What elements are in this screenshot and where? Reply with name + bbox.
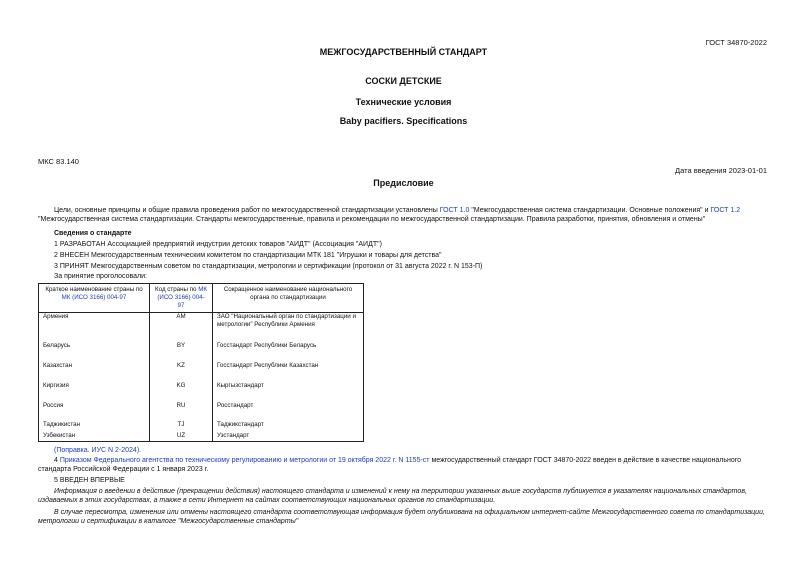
column-header-country-text: Краткое наименование страны по [45, 286, 143, 293]
item4-text: межгосударственный стандарт ГОСТ 34870-2022 введен в действие в качестве национального стандарта Российской Федерации с 1 января 2023 г. [38, 457, 742, 473]
item-introduced: 5 ВВЕДЕН ВПЕРВЫЕ [54, 477, 125, 484]
standard-heading: МЕЖГОСУДАРСТВЕННЫЙ СТАНДАРТ [319, 47, 488, 57]
summary-heading: Сведения о стандарте [54, 230, 132, 237]
standards-body: Таджикстандарт [213, 421, 364, 432]
order-link[interactable]: Приказом Федерального агентства по техническому регулированию и метрологии от 19 октября 2022 г. N 1155-ст [59, 457, 430, 464]
standards-body: ЗАО "Национальный орган по стандартизации и метрологии" Республики Армения [213, 313, 364, 342]
country-name: Казахстан [39, 362, 150, 382]
gost-1-2-link[interactable]: ГОСТ 1.2 [710, 207, 741, 214]
column-header-code [150, 284, 213, 313]
column-header-country [39, 284, 150, 313]
country-code: TJ [150, 421, 213, 432]
table-row [39, 421, 364, 432]
voting-countries-table [38, 283, 364, 442]
english-title: Baby pacifiers. Specifications [339, 116, 468, 126]
standards-body: Узстандарт [213, 432, 364, 442]
mk-iso-code-link[interactable]: МК (ИСО 3166) 004-97 [157, 286, 207, 309]
table-row [39, 432, 364, 442]
table-header-row [39, 284, 364, 313]
voted-label: За принятие проголосовали: [54, 273, 147, 280]
item-submitted: 2 ВНЕСЕН Межгосударственным техническим комитетом по стандартизации МТК 181 "Игрушки и товары для детства" [54, 252, 442, 259]
column-header-body: Сокращенное наименование национального органа по стандартизации [213, 284, 364, 313]
country-name: Таджикистан [39, 421, 150, 432]
standards-body: Госстандарт Республики Казахстан [213, 362, 364, 382]
goals-paragraph [38, 206, 770, 224]
item-adopted: 3 ПРИНЯТ Межгосударственным советом по стандартизации, метрологии и сертификации (протокол от 31 августа 2022 г. N 153-П) [54, 263, 483, 270]
document-subtitle: Технические условия [355, 97, 452, 107]
gost-1-0-link[interactable]: ГОСТ 1.0 [439, 207, 470, 214]
table-row [39, 313, 364, 342]
item4-number: 4 [54, 457, 60, 464]
country-name: Узбекистан [39, 432, 150, 442]
country-name: Беларусь [39, 342, 150, 362]
country-code: RU [150, 402, 213, 421]
info-paragraph-revision: В случае пересмотра, изменения или отмены настоящего стандарта соответствующая информация будет опубликована на официальном интернет-сайте Межгосударственного совета по стандартизации, метрологии и сертификации в каталоге "Межгосударственные стандарты" [38, 509, 765, 525]
table-row [39, 382, 364, 402]
country-name: Армения [39, 313, 150, 342]
country-code: BY [150, 342, 213, 362]
country-code: UZ [150, 432, 213, 442]
correction-link[interactable]: (Поправка. ИУС N 2-2024). [54, 447, 142, 454]
goals-text-a: Цели, основные принципы и общие правила проведения работ по межгосударственной стандартизации установлены [54, 207, 440, 214]
goals-text-b: "Межгосударственная система стандартизации. Основные положения" и [469, 207, 711, 214]
mk-iso-link[interactable]: МК (ИСО 3166) 004-97 [61, 294, 127, 301]
document-code: ГОСТ 34870-2022 [705, 38, 767, 47]
country-code: KZ [150, 362, 213, 382]
foreword-heading: Предисловие [373, 178, 434, 188]
table-row [39, 342, 364, 362]
country-code: AM [150, 313, 213, 342]
country-code: KG [150, 382, 213, 402]
introduction-date: Дата введения 2023-01-01 [675, 166, 767, 175]
item-developed: 1 РАЗРАБОТАН Ассоциацией предприятий индустрии детских товаров "АИДТ" (Ассоциация "АИДТ") [54, 241, 382, 248]
table-row [39, 362, 364, 382]
country-name: Киргизия [39, 382, 150, 402]
mks-code: МКС 83.140 [38, 157, 79, 166]
standards-body: Госстандарт Республики Беларусь [213, 342, 364, 362]
standards-body: Росстандарт [213, 402, 364, 421]
document-title: СОСКИ ДЕТСКИЕ [365, 76, 442, 86]
item-order [38, 456, 770, 474]
goals-text-c: "Межгосударственная система стандартизации. Стандарты межгосударственные, правила и рекомендации по межгосударственной стандартизации. Правила разработки, принятия, обновления и отмены" [38, 216, 706, 223]
column-header-code-text: Код страны по [155, 286, 199, 293]
country-name: Россия [39, 402, 150, 421]
table-row [39, 402, 364, 421]
info-paragraph-publication: Информация о введении в действие (прекращении действия) настоящего стандарта и изменений к нему на территории указанных выше государств публикуется в указателях национальных стандартов, издаваемых в этих государствах, а также в сети Интернет на сайтах соответствующих национальных органов по стандартизации. [38, 488, 747, 504]
standards-body: Кыргызстандарт [213, 382, 364, 402]
